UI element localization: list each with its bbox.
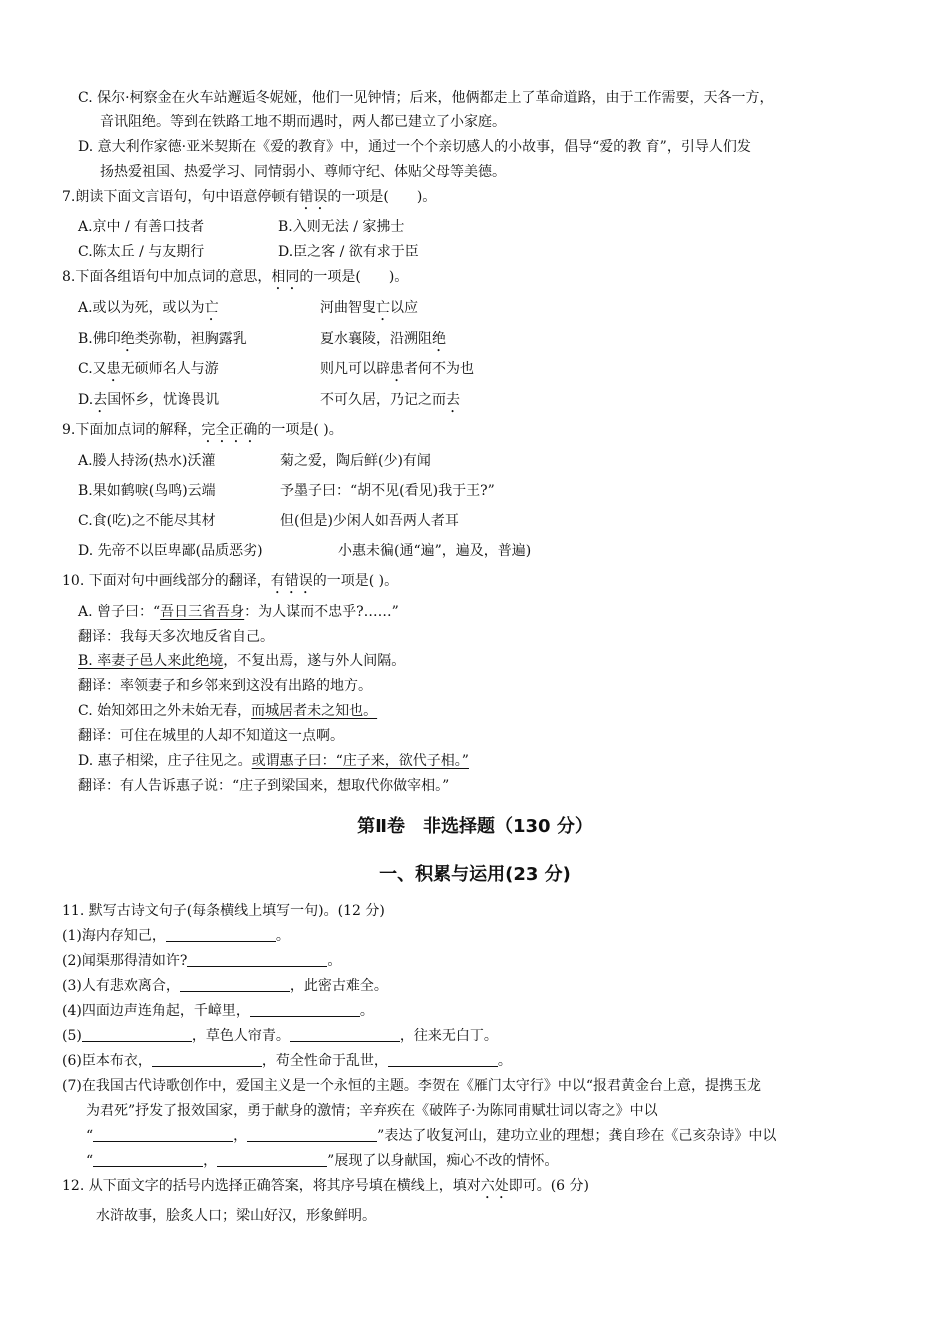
- q11-item-6: [62, 1052, 512, 1070]
- section-subtitle: 一、积累与运用(23 分): [379, 864, 571, 885]
- text-run: (1)海内存知己，: [62, 928, 166, 944]
- q12-stem: [62, 1177, 589, 1202]
- underlined-phrase: 或谓惠子曰：“庄子来，欲代子相。”: [251, 753, 469, 769]
- emphasis-dot-text: 绝: [432, 331, 446, 347]
- text-run: (7)在我国古代诗歌创作中，爱国主义是一个永恒的主题。李贺在《雁门太守行》中以“报君黄金台上意，提携玉龙: [62, 1078, 761, 1094]
- text-run: (6)臣本布衣，: [62, 1053, 152, 1069]
- q11-item-2: [62, 952, 341, 970]
- underlined-phrase: B. 率妻子邑人来此绝境: [78, 653, 224, 669]
- text-run: ：为人谋而不忠乎?……”: [244, 604, 399, 620]
- q9-option-d-right: 小惠未徧(通“遍”，遍及，普遍): [338, 543, 532, 559]
- text-run: A. 曾子曰：“: [78, 604, 161, 620]
- answer-blank[interactable]: [290, 1027, 400, 1042]
- text-run: C. 保尔·柯察金在火车站邂逅冬妮娅，他们一见钟情；后来，他俩都走上了革命道路，由于工作需要，天各一方，: [78, 90, 774, 106]
- emphasis-dot-text: 完全正确: [201, 422, 258, 438]
- q10-stem: [62, 572, 398, 597]
- q7-option-a: A.京中 / 有善口技者: [78, 219, 205, 235]
- q10-option-d-translation: 翻译：有人告诉惠子说：“庄子到梁国来，想取代你做宰相。”: [78, 778, 450, 794]
- q8-option-c-left: [78, 360, 219, 385]
- answer-blank[interactable]: [247, 1127, 377, 1142]
- q8-option-a-left: [78, 299, 219, 324]
- text-run: 即可。(6 分): [508, 1178, 589, 1194]
- q9-option-b-right: 予墨子曰：“胡不见(看见)我于王?”: [280, 483, 495, 499]
- text-run: 夏水襄陵，沿溯阻: [320, 331, 432, 347]
- text-run: ”表达了收复河山，建功立业的理想；龚自珍在《己亥杂诗》中以: [377, 1128, 777, 1144]
- answer-blank[interactable]: [152, 1052, 262, 1067]
- answer-blank[interactable]: [82, 1027, 192, 1042]
- text-run: “: [86, 1153, 94, 1169]
- q10-option-b: [78, 652, 405, 670]
- q9-option-d-left: D. 先帝不以臣卑鄙(品质恶劣): [78, 543, 263, 559]
- text-run: 。: [275, 928, 290, 944]
- q11-stem: 11. 默写古诗文句子(每条横线上填写一句)。(12 分): [62, 903, 385, 919]
- q10-option-c-translation: 翻译：可住在城里的人却不知道这一点啊。: [78, 728, 344, 744]
- answer-blank[interactable]: [93, 1127, 233, 1142]
- q8-option-b-right: [320, 330, 446, 355]
- q11-item-3: [62, 977, 388, 995]
- text-run: 10. 下面对句中画线部分的翻译，: [62, 573, 271, 589]
- q6-option-c-line1: [78, 89, 908, 107]
- text-run: 的一项是( )。: [257, 422, 343, 438]
- text-run: ，往来无白丁。: [399, 1028, 498, 1044]
- text-run: 的一项是( )。: [327, 189, 437, 205]
- text-run: ，草色人帘青。: [191, 1028, 290, 1044]
- text-run: B.佛印: [78, 331, 121, 347]
- text-run: ”展现了以身献国，痴心不改的情怀。: [327, 1153, 559, 1169]
- q11-item-5: [62, 1027, 498, 1045]
- q6-option-c-line2: 音讯阻绝。等到在铁路工地不期而遇时，两人都已建立了小家庭。: [100, 114, 506, 130]
- q11-item-7-line2: [86, 1102, 908, 1120]
- q8-option-a-right: [320, 299, 418, 324]
- emphasis-dot-text: 绝: [120, 331, 135, 347]
- text-run: ，此密古难全。: [289, 978, 388, 994]
- q10-option-c: [78, 702, 377, 720]
- emphasis-dot-text: 六处: [480, 1178, 509, 1194]
- text-run: 河曲智叟: [320, 300, 376, 316]
- text-run: 以应: [390, 300, 418, 316]
- emphasis-dot-text: 有错误: [270, 573, 313, 589]
- q11-item-7-line1: [62, 1077, 908, 1095]
- underlined-phrase: 吾日三省吾身: [160, 604, 245, 620]
- emphasis-dot-text: 去: [446, 392, 460, 408]
- q9-option-a-right: 菊之爱，陶后鲜(少)有闻: [280, 453, 431, 469]
- q8-option-b-left: [78, 330, 247, 355]
- text-run: (2)闻渠那得清如许?: [62, 953, 188, 969]
- answer-blank[interactable]: [217, 1152, 327, 1167]
- text-run: 12. 从下面文字的括号内选择正确答案，将其序号填在横线上，填对: [62, 1178, 481, 1194]
- q8-option-d-right: [320, 391, 460, 416]
- q8-option-d-left: [78, 391, 219, 416]
- text-run: (4)四面边声连角起，千嶂里，: [62, 1003, 250, 1019]
- q8-stem: [62, 268, 408, 293]
- text-run: 的一项是( )。: [299, 269, 409, 285]
- text-run: (5): [62, 1028, 82, 1044]
- text-run: C.又: [78, 361, 107, 377]
- emphasis-dot-text: 患: [390, 361, 404, 377]
- emphasis-dot-text: 亡: [204, 300, 219, 316]
- text-run: 8.下面各组语句中加点词的意思，: [62, 269, 272, 285]
- text-run: 。: [327, 953, 342, 969]
- q10-option-d: [78, 752, 469, 770]
- answer-blank[interactable]: [166, 927, 276, 942]
- text-run: 国怀乡，忧谗畏讥: [107, 392, 220, 408]
- text-run: 的一项是( )。: [312, 573, 399, 589]
- q8-option-c-right: [320, 360, 474, 385]
- section-title: 第Ⅱ卷 非选择题（130 分）: [357, 816, 593, 837]
- text-run: 无硕师名人与游: [120, 361, 219, 377]
- q6-option-d-line1: D. 意大利作家德·亚米契斯在《爱的教育》中，通过一个个亲切感人的小故事，倡导“爱的教 育”，引导人们发: [78, 139, 751, 155]
- text-run: 9.下面加点词的解释，: [62, 422, 202, 438]
- q11-item-7-line4: [86, 1152, 558, 1170]
- text-run: 者何不为也: [404, 361, 474, 377]
- text-run: A.或以为死，或以为: [78, 300, 205, 316]
- answer-blank[interactable]: [180, 977, 290, 992]
- text-run: 7.朗读下面文言语句，句中语意停顿有: [62, 189, 300, 205]
- answer-blank[interactable]: [93, 1152, 203, 1167]
- answer-blank[interactable]: [250, 1002, 360, 1017]
- q12-passage-line1: 水浒故事，脍炙人口；梁山好汉，形象鲜明。: [96, 1208, 376, 1224]
- answer-blank[interactable]: [187, 952, 327, 967]
- text-run: ，: [233, 1128, 248, 1144]
- underlined-phrase: 而城居者未之知也。: [251, 703, 378, 719]
- text-run: ，苟全性命于乱世，: [261, 1053, 388, 1069]
- q10-option-a-translation: 翻译：我每天多次地反省自己。: [78, 629, 274, 645]
- text-run: D.: [78, 392, 94, 408]
- text-run: ，: [203, 1153, 218, 1169]
- q9-option-c-right: 但(但是)少闲人如吾两人者耳: [280, 513, 459, 529]
- q7-option-b: B.入则无法 / 家拂士: [278, 219, 405, 235]
- text-run: (3)人有悲欢离合，: [62, 978, 180, 994]
- emphasis-dot-text: 错误: [299, 189, 328, 205]
- emphasis-dot-text: 相同: [271, 269, 300, 285]
- q11-item-7-line3: [86, 1127, 776, 1145]
- q10-option-b-translation: 翻译：率领妻子和乡邻来到这没有出路的地方。: [78, 678, 372, 694]
- q9-option-a-left: A.媵人持汤(热水)沃灌: [78, 453, 216, 469]
- text-run: 不可久居，乃记之而: [320, 392, 446, 408]
- text-run: 则凡可以辟: [320, 361, 390, 377]
- text-run: ，不复出焉，遂与外人间隔。: [223, 653, 406, 669]
- q11-item-1: [62, 927, 290, 945]
- text-run: 为君死”抒发了报效国家，勇于献身的激情；辛弃疾在《破阵子·为陈同甫赋壮词以寄之》中以: [86, 1103, 658, 1119]
- q9-option-c-left: C.食(吃)之不能尽其材: [78, 513, 216, 529]
- emphasis-dot-text: 患: [106, 361, 121, 377]
- answer-blank[interactable]: [388, 1052, 498, 1067]
- text-run: “: [86, 1128, 94, 1144]
- emphasis-dot-text: 去: [93, 392, 108, 408]
- q6-option-d-line2: 扬热爱祖国、热爱学习、同情弱小、尊师守纪、体贴父母等美德。: [100, 164, 506, 180]
- q9-stem: [62, 421, 343, 446]
- q7-option-d: D.臣之客 / 欲有求于臣: [278, 244, 419, 260]
- q7-stem: [62, 188, 436, 213]
- q9-option-b-left: B.果如鹤唳(鸟鸣)云端: [78, 483, 216, 499]
- text-run: D. 惠子相梁，庄子往见之。: [78, 753, 252, 769]
- q10-option-a: [78, 603, 399, 621]
- q11-item-4: [62, 1002, 374, 1020]
- q7-option-c: C.陈太丘 / 与友期行: [78, 244, 205, 260]
- emphasis-dot-text: 亡: [376, 300, 390, 316]
- text-run: 。: [359, 1003, 374, 1019]
- text-run: C. 始知郊田之外未始无春，: [78, 703, 252, 719]
- text-run: 类弥勒，袒胸露乳: [134, 331, 247, 347]
- text-run: 。: [497, 1053, 512, 1069]
